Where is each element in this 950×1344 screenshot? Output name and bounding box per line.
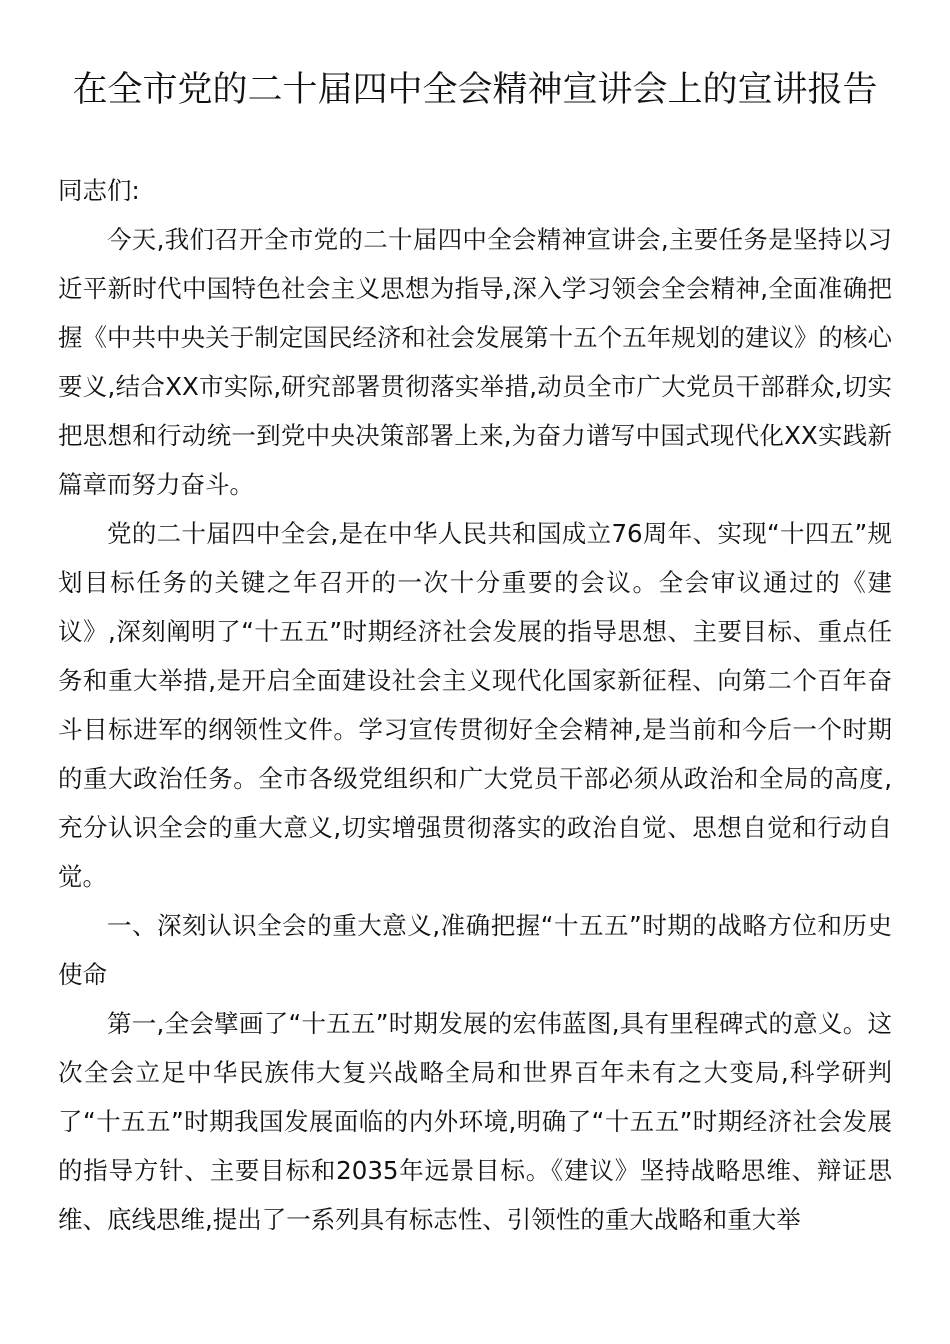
document-body: [58, 166, 892, 1244]
paragraph-plenum-significance: 党的二十届四中全会,是在中华人民共和国成立76周年、实现“十四五”规划目标任务的关键之年召开的一次十分重要的会议。全会审议通过的《建议》,深刻阐明了“十五五”时期经济社会发展的指导思想、主要目标、重点任务和重大举措,是开启全面建设社会主义现代化国家新征程、向第二个百年奋斗目标进军的纲领性文件。学习宣传贯彻好全会精神,是当前和今后一个时期的重大政治任务。全市各级党组织和广大党员干部必须从政治和全局的高度,充分认识全会的重大意义,切实增强贯彻落实的政治自觉、思想自觉和行动自觉。: [58, 519, 892, 891]
salutation: 同志们:: [58, 176, 140, 205]
paragraph-first-point: 第一,全会擘画了“十五五”时期发展的宏伟蓝图,具有里程碑式的意义。这次全会立足中华民族伟大复兴战略全局和世界百年未有之大变局,科学研判了“十五五”时期我国发展面临的内外环境,明确了“十五五”时期经济社会发展的指导方针、主要目标和2035年远景目标。《建议》坚持战略思维、辩证思维、底线思维,提出了一系列具有标志性、引领性的重大战略和重大举: [58, 1009, 892, 1234]
document-title: 在全市党的二十届四中全会精神宣讲会上的宣讲报告: [72, 70, 878, 110]
paragraph-opening: 今天,我们召开全市党的二十届四中全会精神宣讲会,主要任务是坚持以习近平新时代中国特色社会主义思想为指导,深入学习领会全会精神,全面准确把握《中共中央关于制定国民经济和社会发展第十五个五年规划的建议》的核心要义,结合XX市实际,研究部署贯彻落实举措,动员全市广大党员干部群众,切实把思想和行动统一到党中央决策部署上来,为奋力谱写中国式现代化XX实践新篇章而努力奋斗。: [58, 225, 892, 499]
section-heading-1: 一、深刻认识全会的重大意义,准确把握“十五五”时期的战略方位和历史使命: [58, 911, 892, 989]
